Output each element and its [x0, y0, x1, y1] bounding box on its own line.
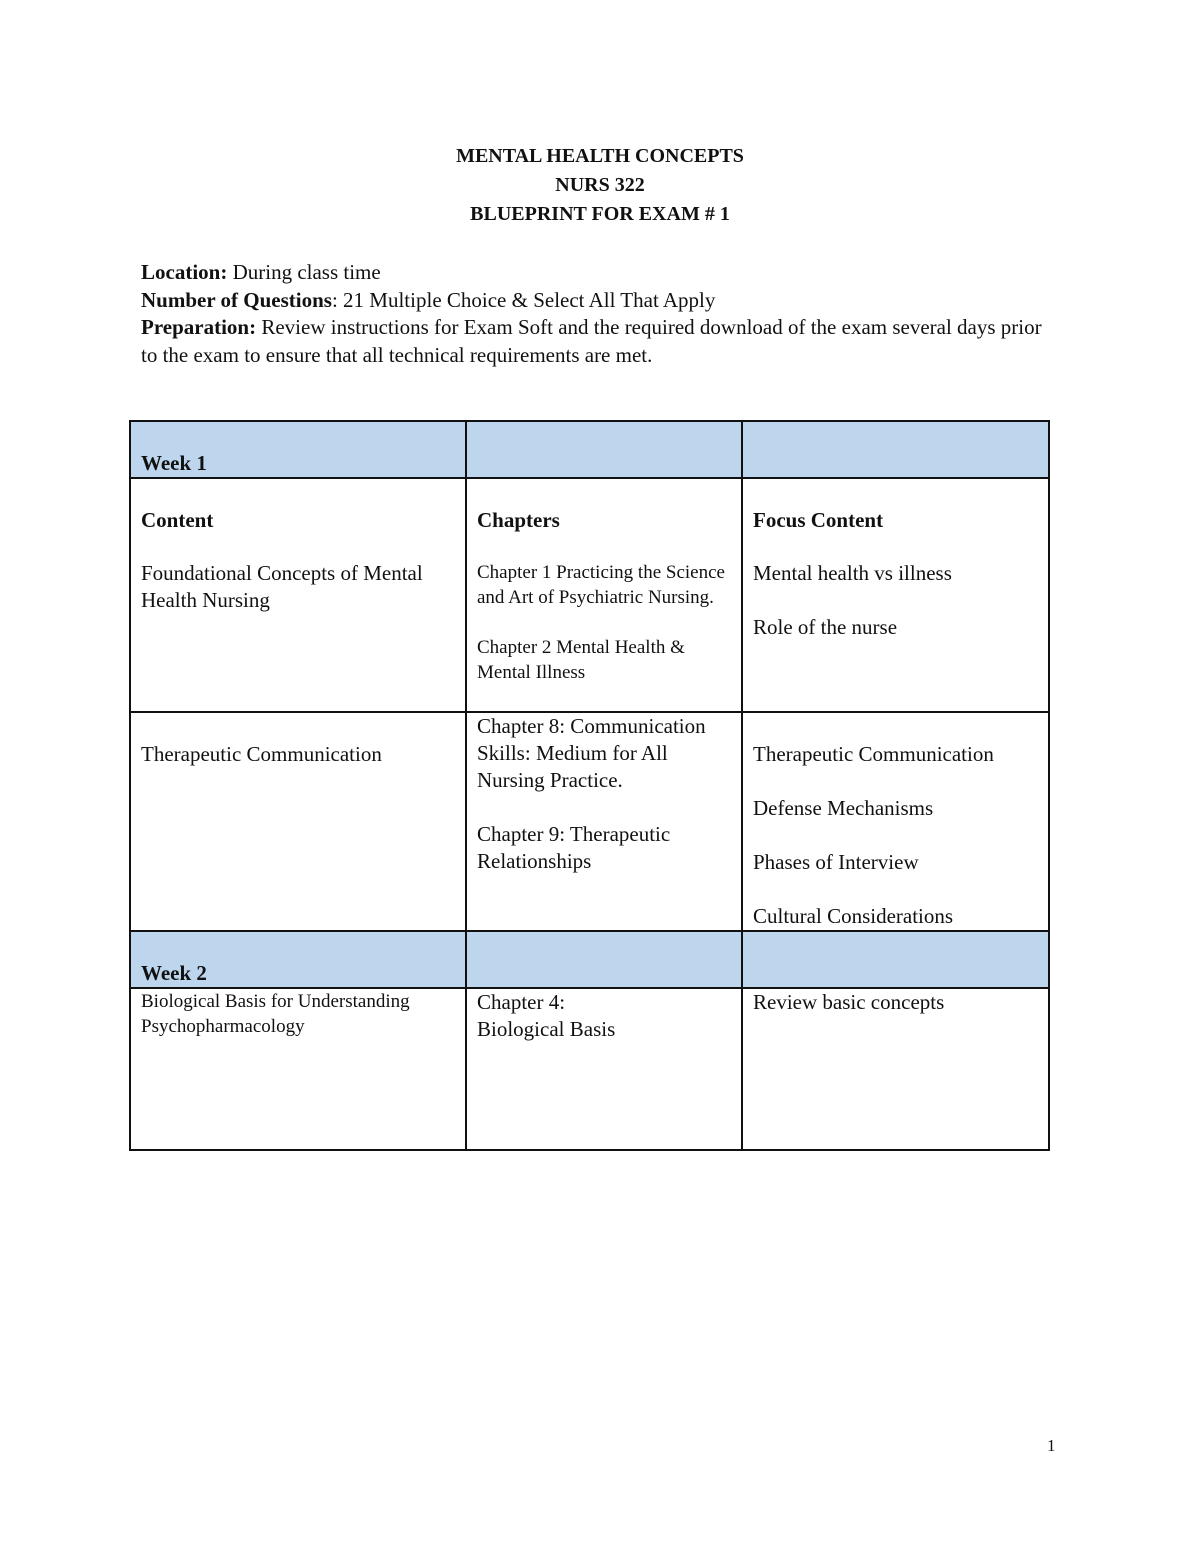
exam-title: BLUEPRINT FOR EXAM # 1	[470, 203, 730, 225]
page-number: 1	[1047, 1436, 1056, 1455]
focus-item: Review basic concepts	[753, 990, 945, 1014]
preparation-label: Preparation:	[141, 315, 257, 339]
focus-item: Defense Mechanisms	[753, 796, 934, 820]
info-block	[141, 259, 1061, 369]
focus-item: Role of the nurse	[753, 615, 898, 639]
chapter-item: Chapter 8: Communication Skills: Medium for All Nursing Practice.	[477, 714, 706, 792]
content-text: Foundational Concepts of Mental Health Nursing	[141, 561, 423, 612]
chapter-item: Chapter 2 Mental Health & Mental Illness	[477, 637, 685, 683]
week1-header-row	[130, 421, 1049, 478]
chapters-cell	[466, 712, 742, 931]
week2-header-row	[130, 931, 1049, 988]
focus-item: Phases of Interview	[753, 850, 919, 874]
chapters-cell	[466, 988, 742, 1150]
table-row	[130, 988, 1049, 1150]
focus-item: Therapeutic Communication	[753, 742, 994, 766]
questions-line	[141, 287, 1061, 315]
chapter-item: Chapter 9: Therapeutic Relationships	[477, 822, 671, 873]
focus-item: Cultural Considerations	[753, 904, 954, 928]
location-value: During class time	[227, 260, 381, 284]
empty-cell	[742, 931, 1049, 988]
content-header: Content	[141, 508, 214, 532]
week1-label: Week 1	[130, 421, 466, 478]
content-cell	[130, 712, 466, 931]
blueprint-table	[129, 420, 1050, 1151]
content-text: Therapeutic Communication	[141, 742, 382, 766]
focus-item: Mental health vs illness	[753, 561, 952, 585]
content-cell	[130, 478, 466, 712]
focus-cell	[742, 988, 1049, 1150]
table-row	[130, 712, 1049, 931]
questions-value: : 21 Multiple Choice & Select All That Apply	[331, 287, 716, 312]
location-line	[141, 259, 1061, 287]
chapter-item: Chapter 4:	[477, 990, 566, 1014]
empty-cell	[466, 421, 742, 478]
course-code: NURS 322	[555, 174, 645, 196]
table-row	[130, 478, 1049, 712]
empty-cell	[742, 421, 1049, 478]
content-text: Biological Basis for Understanding Psychopharmacology	[141, 991, 410, 1037]
chapter-item: Biological Basis	[477, 1017, 616, 1041]
empty-cell	[466, 931, 742, 988]
focus-cell	[742, 712, 1049, 931]
location-label: Location:	[141, 260, 228, 284]
questions-label: Number of Questions	[141, 287, 332, 312]
preparation-value: Review instructions for Exam Soft and the required download of the exam several days prior to the exam to ensure that all technical requirements are met.	[141, 315, 1042, 367]
chapter-item: Chapter 1 Practicing the Science and Art of Psychiatric Nursing.	[477, 562, 725, 608]
focus-header: Focus Content	[753, 508, 884, 532]
chapters-header: Chapters	[477, 508, 560, 532]
doc-title: MENTAL HEALTH CONCEPTS	[456, 145, 744, 167]
week2-label: Week 2	[130, 931, 466, 988]
preparation-line	[141, 314, 1061, 369]
content-cell	[130, 988, 466, 1150]
focus-cell	[742, 478, 1049, 712]
chapters-cell	[466, 478, 742, 712]
